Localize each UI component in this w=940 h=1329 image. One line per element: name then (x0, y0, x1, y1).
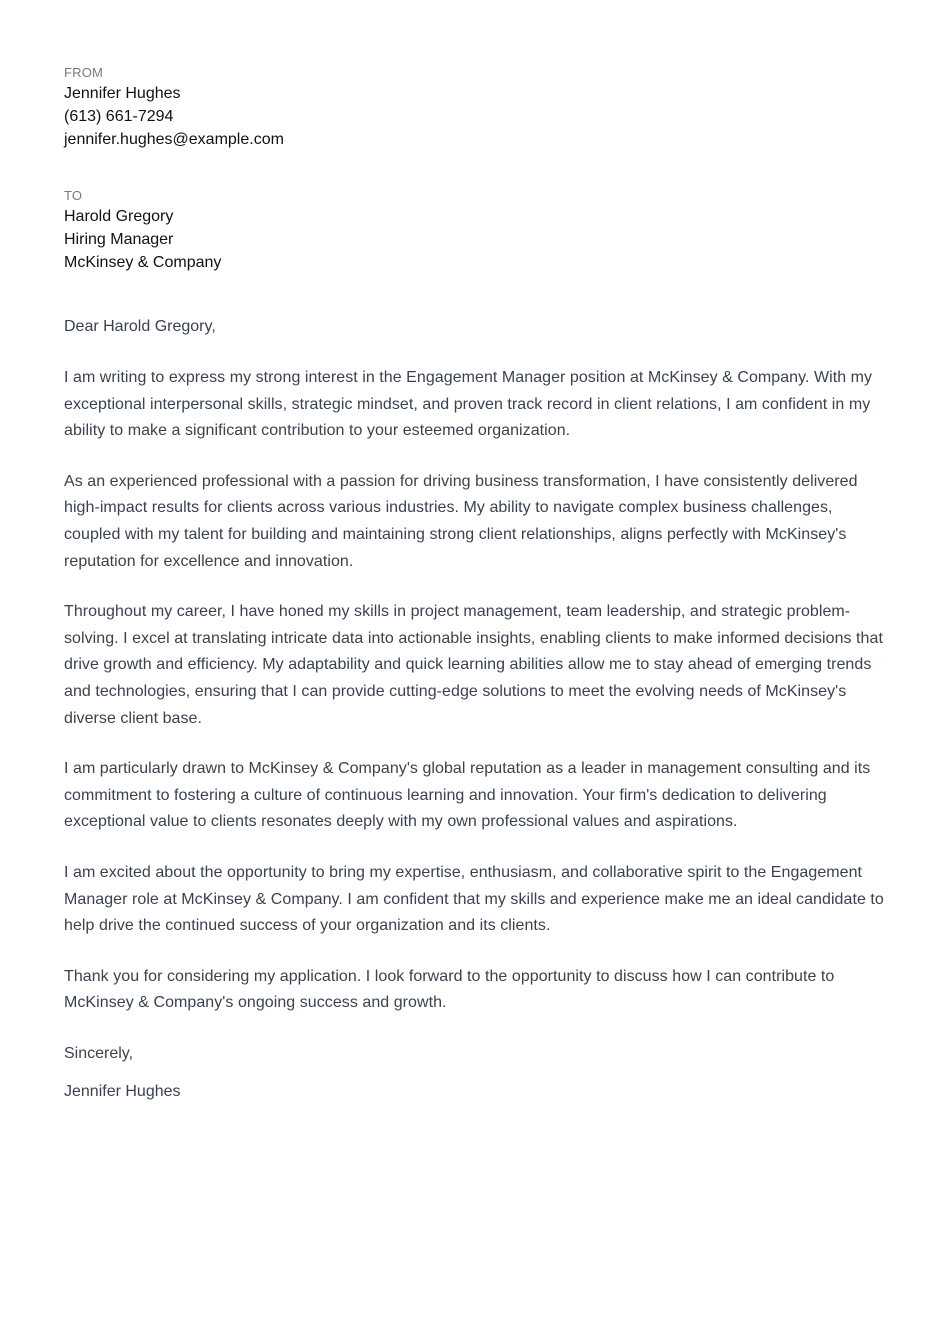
body-paragraph: I am writing to express my strong interest in the Engagement Manager position at McKinsey & Company. With my exceptional interpersonal skills, strategic mindset, and proven track record in client relations, I am confident in my ability to make a significant contribution to your esteemed organization. (64, 369, 873, 440)
recipient-company: McKinsey & Company (64, 254, 222, 271)
letter-body (64, 365, 890, 1017)
recipient-name: Harold Gregory (64, 208, 174, 225)
salutation: Dear Harold Gregory, (64, 318, 216, 335)
sender-email: jennifer.hughes@example.com (64, 131, 284, 148)
sender-block (64, 64, 890, 151)
signature: Jennifer Hughes (64, 1082, 181, 1100)
closing: Sincerely, (64, 1044, 134, 1062)
recipient-block (64, 187, 890, 274)
sender-name: Jennifer Hughes (64, 85, 181, 102)
recipient-title: Hiring Manager (64, 231, 174, 248)
body-paragraph: As an experienced professional with a passion for driving business transformation, I have consistently delivered high-impact results for clients across various industries. My ability to navigate complex business challenges, coupled with my talent for building and maintaining strong client relationships, aligns perfectly with McKinsey's reputation for excellence and innovation. (64, 472, 858, 570)
body-paragraph: Throughout my career, I have honed my skills in project management, team leadership, and strategic problem-solving. I excel at translating intricate data into actionable insights, enabling clients to make informed decisions that drive growth and efficiency. My adaptability and quick learning abilities allow me to stay ahead of emerging trends and technologies, ensuring that I can provide cutting-edge solutions to meet the evolving needs of McKinsey's diverse client base. (64, 603, 883, 727)
body-paragraph: I am excited about the opportunity to bring my expertise, enthusiasm, and collaborative spirit to the Engagement Manager role at McKinsey & Company. I am confident that my skills and experience make me an ideal candidate to help drive the continued success of your organization and its clients. (64, 863, 884, 935)
cover-letter (64, 64, 890, 1105)
body-paragraph: I am particularly drawn to McKinsey & Company's global reputation as a leader in management consulting and its commitment to fostering a culture of continuous learning and innovation. Your firm's dedication to delivering exceptional value to clients resonates deeply with my own professional values and aspirations. (64, 760, 871, 831)
body-paragraph: Thank you for considering my application. I look forward to the opportunity to discuss how I can contribute to McKinsey & Company's ongoing success and growth. (64, 967, 835, 1012)
from-label: FROM (64, 65, 104, 80)
to-label: TO (64, 188, 83, 203)
sender-phone: (613) 661-7294 (64, 108, 174, 125)
